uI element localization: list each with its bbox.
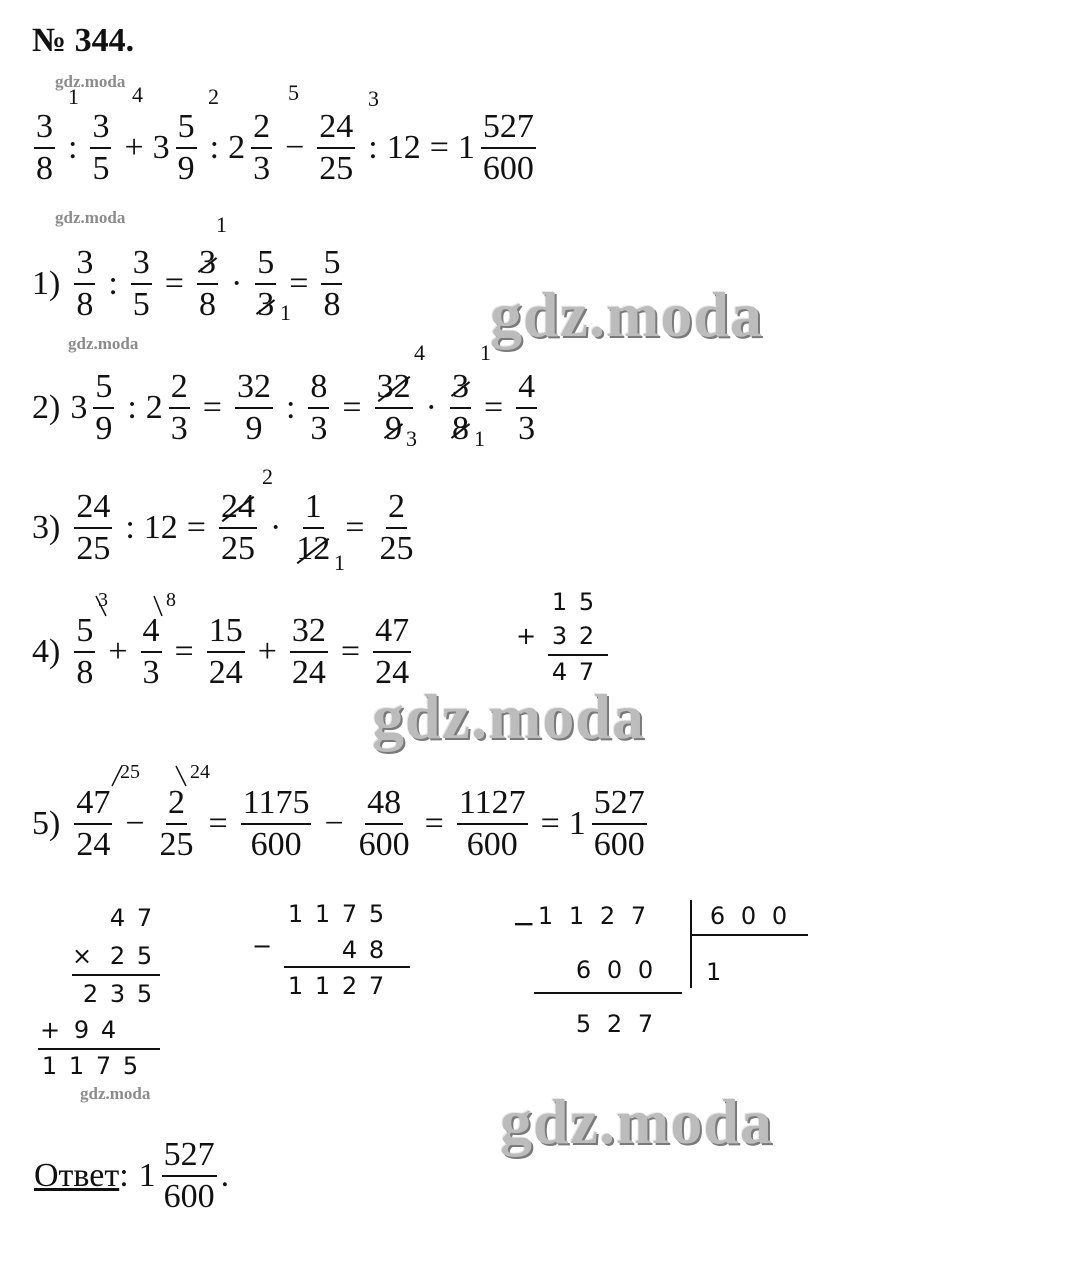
step-1: 1) $\frac{3}{8}$ : $\frac{3}{5}$ = $\frac{3}{8}$ · $\frac{5}{3}$ = $\frac{5}{8}$ (32, 244, 341, 323)
watermark-large: gdz.moda (500, 1086, 773, 1157)
fraction: $\frac{24}{25}$ (319, 108, 354, 187)
step-label: 4) (32, 633, 61, 670)
multiplier-mark: 8 (166, 589, 176, 611)
column-addition: 1 5 (551, 588, 595, 616)
cancel-mark: 1 (216, 212, 227, 237)
step-5: 5) $\frac{47}{24}$ − $\frac{2}{25}$ = $\frac{1175}{600}$ − $\frac{48}{600}$ = $\frac{1127}{600}$ = 1 $\frac{527}{600}$ (32, 784, 645, 863)
order-mark: 2 (208, 84, 219, 109)
step-2: 2) 3 $\frac{5}{9}$ : 2 $\frac{2}{3}$ = $\frac{32}{9}$ : $\frac{8}{3}$ = $\frac{32}{9}$ · $\frac{3}{8}$ = $\frac{4}{3}$ (32, 368, 536, 447)
watermark-large: gdz.moda (372, 681, 645, 752)
fraction: $\frac{2}{3}$ (253, 108, 271, 187)
multiplier-mark: 24 (190, 761, 210, 783)
step-label: 5) (32, 805, 61, 842)
sum-line (548, 654, 608, 656)
column-multiplication: 4 7 (109, 904, 153, 932)
fraction: $\frac{3}{8}$ (36, 108, 53, 187)
addition-operator: + (516, 622, 537, 650)
step-label: 1) (32, 265, 61, 302)
cancel-mark: 3 (406, 426, 417, 451)
answer-label: Ответ (34, 1157, 120, 1194)
answer: Ответ : 1 $\frac{527}{600}$ . (34, 1136, 230, 1215)
cancel-mark: 1 (474, 426, 485, 451)
cancel-mark: 1 (280, 300, 291, 325)
cancel-mark: 2 (262, 464, 273, 489)
watermark-large: gdz.moda (490, 279, 763, 350)
step-3: 3) $\frac{24}{25}$ : 12 = $\frac{24}{25}$ · $\frac{1}{12}$ = $\frac{2}{25}$ (32, 488, 414, 567)
cancel-mark: 4 (414, 340, 425, 365)
problem-number: № 344. (32, 22, 135, 59)
watermark-small: gdz.moda (55, 208, 126, 227)
long-division: 1 1 2 7 (537, 902, 647, 930)
order-mark: 3 (368, 86, 379, 111)
step-label: 2) (32, 389, 61, 426)
order-mark: 1 (68, 84, 79, 109)
fraction: $\frac{3}{5}$ (92, 108, 110, 187)
multiplier-mark: 25 (120, 761, 140, 783)
step-label: 3) (32, 509, 61, 546)
quotient: 1 (706, 958, 722, 986)
order-mark: 4 (132, 82, 143, 107)
column-subtraction: 1 1 7 5 (287, 900, 385, 928)
main-expression: $\frac{3}{8}$ : $\frac{3}{5}$ + 3 $\frac{5}{9}$ : 2 $\frac{2}{3}$ − $\frac{24}{25}$ : 12 = 1 $\frac{527}{600}$ (36, 108, 534, 187)
order-mark: 5 (288, 80, 299, 105)
step-4: 4) $\frac{5}{8}$ + $\frac{4}{3}$ = $\frac{15}{24}$ + $\frac{32}{24}$ = $\frac{47}{24}$ (32, 612, 410, 691)
cancel-mark: 1 (480, 340, 491, 365)
multiplier-mark: 3 (98, 589, 108, 611)
fraction: $\frac{527}{600}$ (482, 108, 534, 187)
fraction: $\frac{5}{9}$ (177, 108, 195, 187)
watermark-small: gdz.moda (80, 1084, 151, 1103)
watermark-small: gdz.moda (55, 72, 126, 91)
division-operator: − (512, 907, 536, 940)
watermark-small: gdz.moda (68, 334, 139, 353)
cancel-mark: 1 (334, 550, 345, 575)
